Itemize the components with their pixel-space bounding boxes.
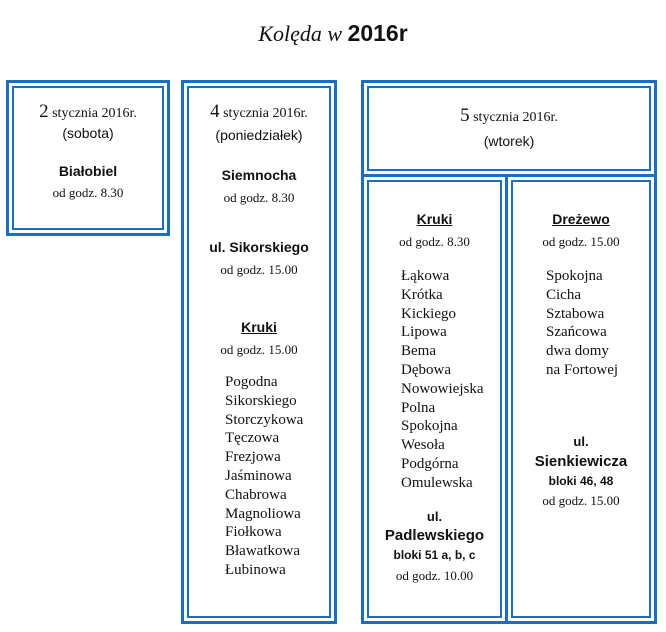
list-item: Fiołkowa bbox=[225, 524, 282, 541]
street-list bbox=[225, 373, 334, 580]
day-box-5-jan-drezewo bbox=[505, 174, 657, 624]
start-time: od godz. 15.00 bbox=[220, 262, 298, 277]
ul-prefix: ul. bbox=[426, 509, 443, 524]
list-item: Sztabowa bbox=[546, 305, 605, 322]
ul-prefix: ul. bbox=[209, 239, 226, 255]
list-item: Magnoliowa bbox=[225, 505, 301, 522]
day-box-2-jan bbox=[6, 80, 170, 236]
weekday: (wtorek) bbox=[483, 133, 535, 149]
weekday: (sobota) bbox=[62, 125, 114, 141]
list-item: Jaśminowa bbox=[225, 467, 292, 484]
list-item: Łąkowa bbox=[401, 268, 450, 284]
street-name: Padlewskiego bbox=[384, 527, 485, 544]
list-item: Łubinowa bbox=[225, 561, 286, 578]
place-name: Kruki bbox=[416, 211, 453, 227]
day-box-5-jan-header bbox=[361, 80, 657, 177]
list-item: dwa domy bbox=[546, 343, 609, 360]
day-box-4-jan bbox=[181, 80, 337, 624]
start-time: od godz. 15.00 bbox=[542, 234, 620, 249]
list-item: Pogodna bbox=[225, 374, 278, 390]
start-time: od godz. 8.30 bbox=[223, 190, 295, 205]
weekday: (poniedziałek) bbox=[215, 127, 303, 143]
street-name: Sienkiewicza bbox=[534, 453, 628, 470]
start-time: od godz. 8.30 bbox=[52, 185, 124, 200]
blocks-text: bloki 46, 48 bbox=[548, 474, 614, 488]
day-number: 5 bbox=[460, 105, 470, 126]
start-time: od godz. 15.00 bbox=[542, 493, 620, 508]
day-box-5-jan-kruki bbox=[361, 174, 508, 624]
street-list bbox=[546, 267, 654, 380]
place-name: Dreżewo bbox=[552, 211, 610, 227]
list-item: Sikorskiego bbox=[225, 392, 297, 409]
list-item: Chabrowa bbox=[225, 486, 287, 503]
start-time: od godz. 8.30 bbox=[399, 234, 470, 249]
list-item: Bławatkowa bbox=[225, 543, 300, 560]
list-item: Spokojna bbox=[546, 268, 603, 284]
page-title bbox=[0, 20, 666, 47]
street-name: Sikorskiego bbox=[229, 239, 309, 255]
title-year: 2016r bbox=[347, 20, 408, 46]
ul-prefix: ul. bbox=[573, 434, 589, 449]
date-line bbox=[9, 101, 167, 123]
list-item: Bema bbox=[401, 343, 436, 360]
month-text: stycznia 2016r. bbox=[473, 110, 558, 125]
list-item: Nowowiejska bbox=[401, 380, 484, 397]
list-item: Cicha bbox=[546, 286, 581, 303]
date-line bbox=[364, 105, 654, 127]
list-item: Storczykowa bbox=[225, 411, 304, 428]
street-heading bbox=[184, 239, 334, 255]
start-time: od godz. 10.00 bbox=[395, 568, 474, 583]
list-item: Frezjowa bbox=[225, 449, 281, 466]
list-item: Szańcowa bbox=[546, 324, 607, 341]
list-item: Krótka bbox=[401, 286, 443, 303]
place-name: Białobiel bbox=[58, 163, 118, 179]
list-item: Kickiego bbox=[401, 305, 456, 322]
list-item: Dębowa bbox=[401, 361, 451, 378]
day-number: 4 bbox=[210, 101, 220, 122]
list-item: Wesoła bbox=[401, 437, 445, 454]
month-text: stycznia 2016r. bbox=[52, 106, 137, 121]
street-list bbox=[401, 267, 505, 493]
list-item: Spokojna bbox=[401, 418, 458, 435]
day-number: 2 bbox=[39, 101, 49, 122]
list-item: na Fortowej bbox=[546, 361, 619, 378]
list-item: Tęczowa bbox=[225, 430, 280, 447]
place-name: Kruki bbox=[241, 319, 277, 335]
blocks-text: bloki 51 a, b, c bbox=[393, 548, 476, 562]
list-item: Omulewska bbox=[401, 474, 473, 491]
date-line bbox=[184, 101, 334, 123]
month-text: stycznia 2016r. bbox=[223, 106, 308, 121]
list-item: Polna bbox=[401, 399, 436, 416]
list-item: Lipowa bbox=[401, 324, 447, 341]
list-item: Podgórna bbox=[401, 455, 459, 472]
start-time: od godz. 15.00 bbox=[220, 342, 298, 357]
place-name: Siemnocha bbox=[221, 167, 297, 183]
title-prefix: Kolęda w bbox=[258, 21, 343, 46]
